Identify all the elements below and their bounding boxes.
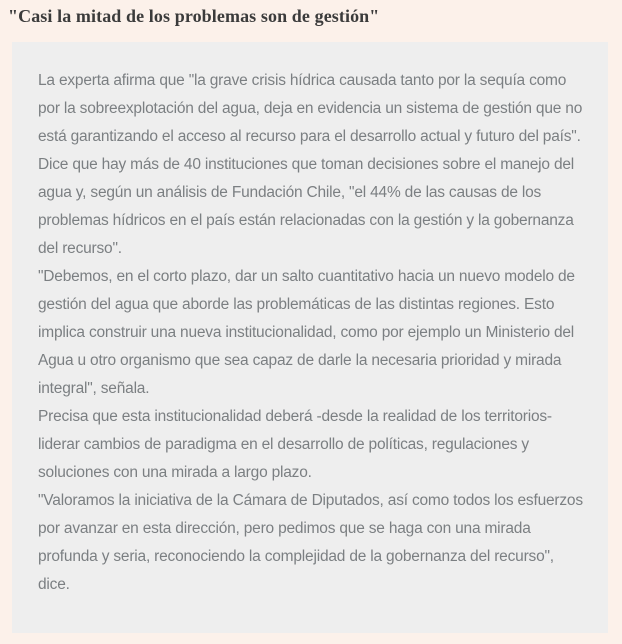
article-paragraph: "Debemos, en el corto plazo, dar un salto cuantitativo hacia un nuevo modelo de gestión del agua que aborde las problemáticas de las distintas regiones. Esto implica construir una nueva institucionalidad, como por ejemplo un Ministerio del Agua u otro organismo que sea capaz de darle la necesaria prioridad y mirada integral", señala. [38,268,575,397]
article-title: "Casi la mitad de los problemas son de gestión" [8,6,380,26]
article-paragraph: "Valoramos la iniciativa de la Cámara de Diputados, así como todos los esfuerzos por avanzar en esta dirección, pero pedimos que se haga con una mirada profunda y seria, reconociendo la complejidad de la gobernanza del recurso", dice. [38,492,583,593]
article-paragraph: Dice que hay más de 40 instituciones que toman decisiones sobre el manejo del agua y, según un análisis de Fundación Chile, "el 44% de las causas de los problemas hídricos en el país están relacionadas con la gestión y la gobernanza del recurso". [38,156,575,257]
article-paragraph: La experta afirma que "la grave crisis hídrica causada tanto por la sequía como por la sobreexplotación del agua, deja en evidencia un sistema de gestión que no está garantizando el acceso al recurso para el desarrollo actual y futuro del país". [38,72,583,145]
article-paragraph: Precisa que esta institucionalidad deberá -desde la realidad de los territorios- liderar cambios de paradigma en el desarrollo de políticas, regulaciones y soluciones con una mirada a largo plazo. [38,408,552,481]
article-body-panel [12,42,608,633]
